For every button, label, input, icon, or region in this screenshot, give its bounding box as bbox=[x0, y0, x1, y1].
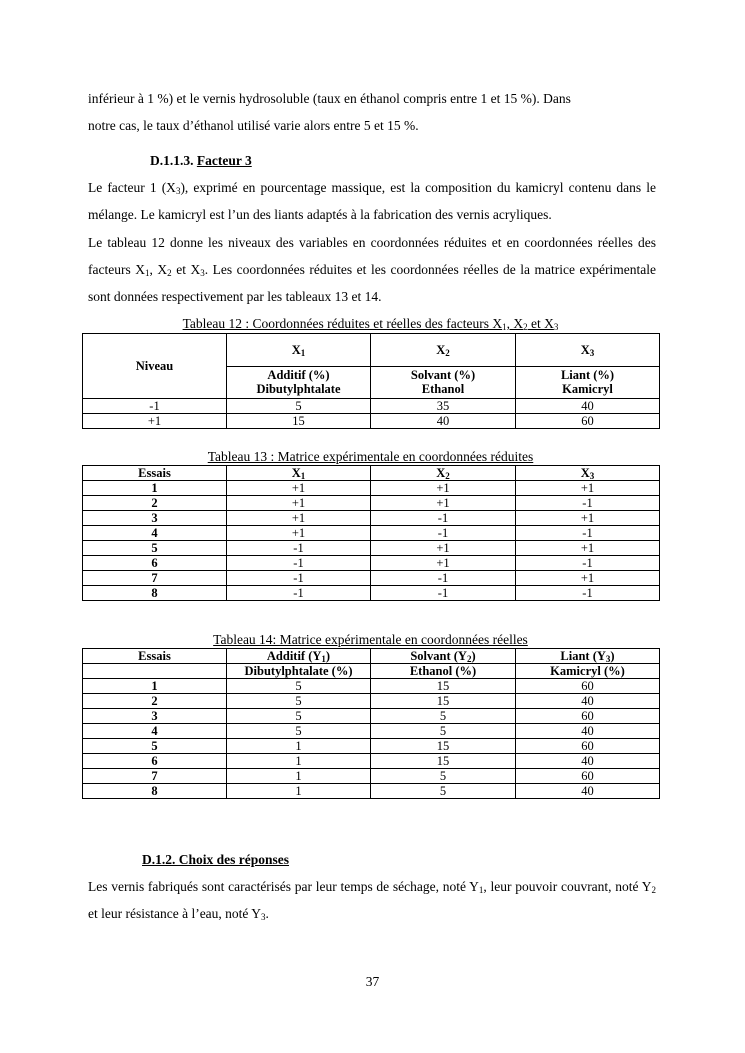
table-12-caption: Tableau 12 : Coordonnées réduites et réelles des facteurs $X_1$, $X_2$ et $X_3$ bbox=[182, 316, 559, 332]
factor-header-x3: $X_3$ bbox=[516, 334, 660, 367]
paragraph-choix-reponses: Les vernis fabriqués sont caractérisés par leur temps de séchage, noté $Y_1$, leur pouvoir couvrant, noté $Y_2$ et leur résistance à l’eau, noté $Y_3$. bbox=[88, 879, 656, 922]
table-14-caption: Tableau 14: Matrice expérimentale en coordonnées réelles bbox=[213, 632, 528, 647]
table-row: 6 1 15 40 bbox=[83, 754, 660, 769]
table-14: Essais Additif $(Y_1)$ Solvant $(Y_2)$ Liant $(Y_3)$ Dibutylphtalate (%) Ethanol (%) Kamicryl (%) 1 5 15 60 2 5 15 40 3 5 5 60 4 5 5 40 5 1 15 60 6 1 15 40 7 1 5 60 8 1 5 40 bbox=[82, 648, 660, 799]
section-title: Facteur 3 bbox=[196, 153, 252, 168]
section-heading-d12 bbox=[142, 852, 289, 868]
paragraph-facteur-3: Le facteur 1 $(X_3)$, exprimé en pourcentage massique, est la composition du kamicryl contenu dans le mélange. Le kamicryl est l’un des liants adaptés à la fabrication des vernis acryliques. bbox=[88, 180, 656, 222]
table-13: Essais $X_1$ $X_2$ $X_3$ 1 +1 +1 +1 2 +1 +1 -1 3 +1 -1 +1 4 +1 -1 -1 5 -1 +1 +1 6 -1 +1 -1 7 -1 -1 +1 8 -1 -1 -1 bbox=[82, 465, 660, 601]
table-row: 4 +1 -1 -1 bbox=[83, 526, 660, 541]
section-heading-d113 bbox=[150, 153, 252, 169]
table-row: 4 5 5 40 bbox=[83, 724, 660, 739]
table-row: 8 -1 -1 -1 bbox=[83, 586, 660, 601]
table-row: 8 1 5 40 bbox=[83, 784, 660, 799]
table-row: 3 +1 -1 +1 bbox=[83, 511, 660, 526]
table-row: 2 5 15 40 bbox=[83, 694, 660, 709]
factor-header-x1: $X_1$ bbox=[227, 334, 371, 367]
table-row: +1 15 40 60 bbox=[83, 414, 660, 429]
table-row: 7 -1 -1 +1 bbox=[83, 571, 660, 586]
page-number: 37 bbox=[365, 974, 380, 989]
section-number: D.1.1.3. bbox=[150, 153, 194, 168]
table-row: 5 1 15 60 bbox=[83, 739, 660, 754]
factor-desc-2: Solvant (%) Ethanol bbox=[371, 366, 516, 399]
table-row: 5 -1 +1 +1 bbox=[83, 541, 660, 556]
table-12 bbox=[82, 333, 660, 429]
essais-header: Essais bbox=[83, 649, 227, 664]
niveau-header: Niveau bbox=[83, 334, 227, 399]
section-title: D.1.2. Choix des réponses bbox=[142, 852, 290, 867]
intro-line-2: notre cas, le taux d’éthanol utilisé varie alors entre 5 et 15 %. bbox=[88, 118, 419, 133]
table-row: 1 5 15 60 bbox=[83, 679, 660, 694]
table-row: 1 +1 +1 +1 bbox=[83, 481, 660, 496]
paragraph-tableau-intro: Le tableau 12 donne les niveaux des variables en coordonnées réduites et en coordonnées réelles des facteurs $X_1$, $X_2$ et $X_3$. Les coordonnées réduites et les coordonnées réelles de la matrice expérimentale sont données respectivement par les tableaux 13 et 14. bbox=[88, 235, 657, 304]
factor-desc-1: Additif (%) Dibutylphtalate bbox=[227, 366, 371, 399]
table-row: -1 5 35 40 bbox=[83, 399, 660, 414]
table-13-caption: Tableau 13 : Matrice expérimentale en coordonnées réduites bbox=[207, 449, 534, 464]
intro-paragraph bbox=[88, 85, 656, 139]
essais-header: Essais bbox=[83, 466, 227, 481]
table-row: 2 +1 +1 -1 bbox=[83, 496, 660, 511]
factor-header-x2: $X_2$ bbox=[371, 334, 516, 367]
intro-line-1: inférieur à 1 %) et le vernis hydrosoluble (taux en éthanol compris entre 1 et 15 %). Dans bbox=[88, 91, 571, 106]
table-row: 3 5 5 60 bbox=[83, 709, 660, 724]
factor-desc-3: Liant (%) Kamicryl bbox=[516, 366, 660, 399]
table-row: 7 1 5 60 bbox=[83, 769, 660, 784]
table-row: 6 -1 +1 -1 bbox=[83, 556, 660, 571]
